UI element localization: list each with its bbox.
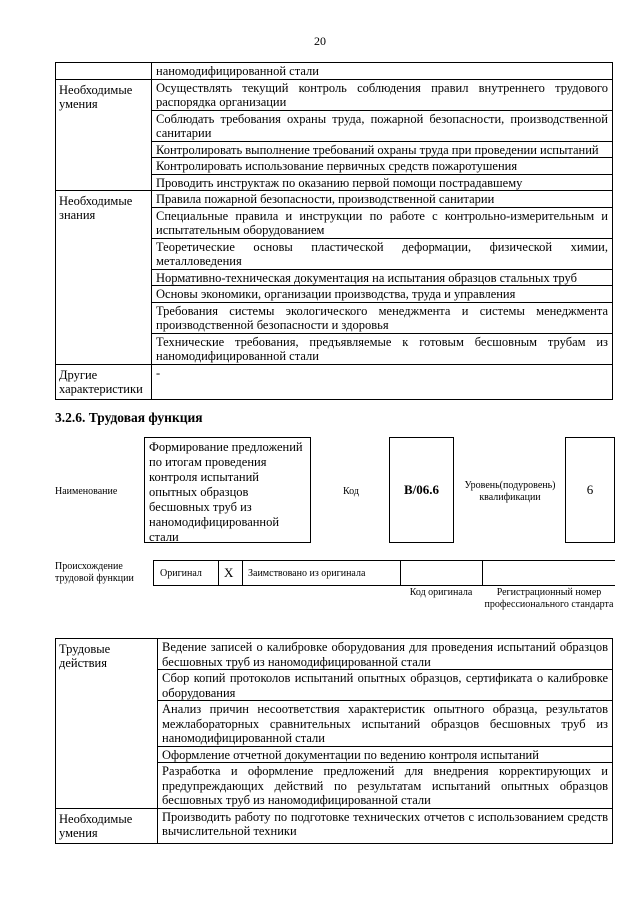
skill-item: Производить работу по подготовке технических отчетов с использованием средств вычислительной техники bbox=[158, 808, 613, 843]
level-label: Уровень(подуровень) квалификации bbox=[464, 480, 556, 503]
table-row bbox=[56, 364, 613, 399]
table-row bbox=[56, 808, 613, 843]
requirements-table bbox=[55, 62, 613, 400]
section-title: 3.2.6. Трудовая функция bbox=[55, 410, 203, 425]
action-item: Анализ причин несоответствия характеристик опытного образца, результатов межлабораторных сравнительных испытаний образцов бесшовных труб из наномодифицированной стали bbox=[158, 701, 613, 747]
knowledge-item: Технические требования, предъявляемые к готовым бесшовным трубам из наномодифицированной стали bbox=[152, 333, 613, 364]
origin-borrowed: Заимствовано из оригинала bbox=[248, 568, 366, 579]
origin-code-caption: Код оригинала bbox=[409, 587, 473, 598]
origin-row bbox=[153, 560, 615, 586]
other-label: Другие характеристики bbox=[56, 364, 152, 399]
origin-mark: X bbox=[224, 565, 234, 580]
function-code: B/06.6 bbox=[389, 437, 454, 543]
function-name: Формирование предложений по итогам проведения контроля испытаний опытных образцов бесшовных труб из наномодифицированной стали bbox=[144, 437, 311, 543]
skill-item: Соблюдать требования охраны труда, пожарной безопасности, производственной санитарии bbox=[152, 110, 613, 141]
origin-reg-caption: Регистрационный номер профессионального стандарта bbox=[484, 587, 614, 610]
continued-cell: наномодифицированной стали bbox=[152, 63, 613, 80]
origin-label: Происхождение трудовой функции bbox=[55, 561, 134, 584]
knowledge-item: Основы экономики, организации производства, труда и управления bbox=[152, 286, 613, 303]
table-row bbox=[56, 79, 613, 110]
actions-label: Трудовые действия bbox=[56, 639, 158, 809]
knowledge-item: Требования системы экологического менеджмента и системы менеджмента производственной безопасности и здоровья bbox=[152, 302, 613, 333]
origin-original: Оригинал bbox=[160, 568, 202, 579]
action-item: Оформление отчетной документации по ведению контроля испытаний bbox=[158, 746, 613, 763]
skill-item: Проводить инструктаж по оказанию первой помощи пострадавшему bbox=[152, 174, 613, 191]
skill-item: Контролировать использование первичных средств пожаротушения bbox=[152, 158, 613, 175]
code-label: Код bbox=[343, 486, 359, 497]
action-item: Разработка и оформление предложений для внедрения корректирующих и предупреждающих действий по результатам испытаний опытных образцов бесшовных труб из наномодифицированной стали bbox=[158, 763, 613, 809]
table-row bbox=[56, 191, 613, 208]
actions-table bbox=[55, 638, 613, 844]
skills-label: Необходимые умения bbox=[56, 808, 158, 843]
action-item: Сбор копий протоколов испытаний опытных образцов, сертификата о калибровке оборудования bbox=[158, 670, 613, 701]
name-label: Наименование bbox=[55, 486, 118, 497]
page-number: 20 bbox=[314, 34, 326, 48]
skill-item: Осуществлять текущий контроль соблюдения правил внутреннего трудового распорядка организации bbox=[152, 79, 613, 110]
skills-label: Необходимые умения bbox=[56, 79, 152, 191]
action-item: Ведение записей о калибровке оборудования для проведения испытаний образцов бесшовных труб из наномодифицированной стали bbox=[158, 639, 613, 670]
knowledge-label: Необходимые знания bbox=[56, 191, 152, 365]
knowledge-item: Теоретические основы пластической деформации, физической химии, металловедения bbox=[152, 238, 613, 269]
level-value: 6 bbox=[565, 437, 615, 543]
other-value: - bbox=[152, 364, 613, 399]
knowledge-item: Специальные правила и инструкции по работе с контрольно-измерительным и испытательным оборудованием bbox=[152, 207, 613, 238]
knowledge-item: Нормативно-техническая документация на испытания образцов стальных труб bbox=[152, 269, 613, 286]
knowledge-item: Правила пожарной безопасности, производственной санитарии bbox=[152, 191, 613, 208]
table-row bbox=[56, 63, 613, 80]
table-row bbox=[56, 639, 613, 670]
skill-item: Контролировать выполнение требований охраны труда при проведении испытаний bbox=[152, 141, 613, 158]
